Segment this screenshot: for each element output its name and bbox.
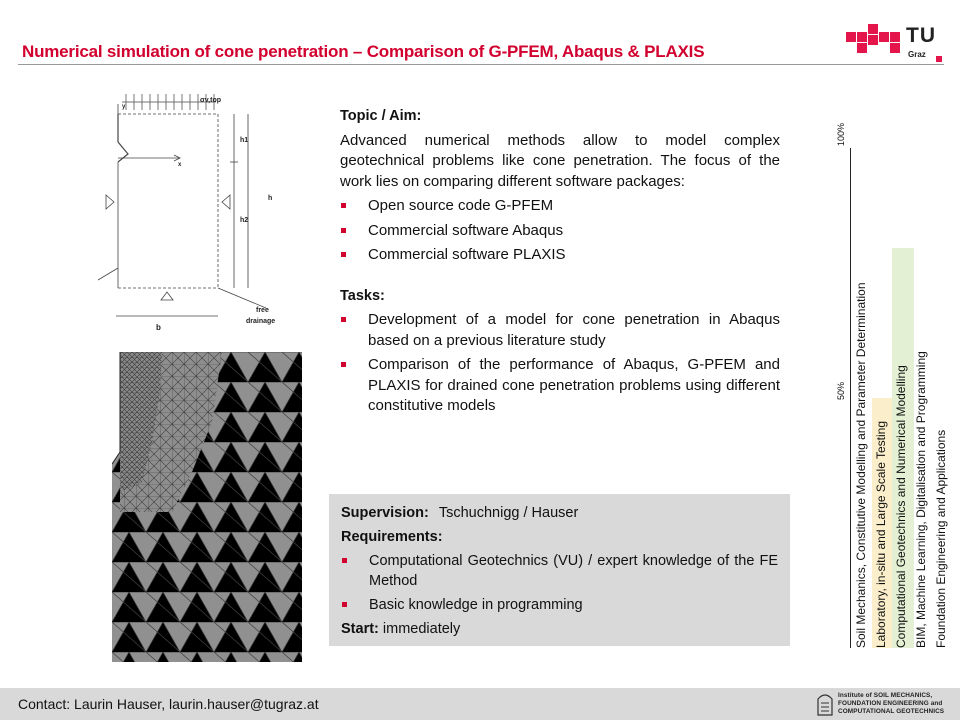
- list-item: Commercial software PLAXIS: [340, 245, 780, 266]
- footer: [0, 688, 960, 720]
- institute-logo: [812, 689, 956, 719]
- tasks-bullet-list: [340, 310, 780, 417]
- list-item: Commercial software Abaqus: [340, 221, 780, 242]
- supervision-box: [329, 494, 790, 646]
- institute-line-3: COMPUTATIONAL GEOTECHNICS: [838, 708, 945, 715]
- list-item: Comparison of the performance of Abaqus, G-PFEM and PLAXIS for drained cone penetration problems using different constitutive models: [340, 355, 780, 417]
- fe-mesh-image: [112, 352, 302, 662]
- institute-line-2: FOUNDATION ENGINEERING and: [838, 700, 943, 707]
- list-item: Open source code G-PFEM: [340, 196, 780, 217]
- scale-mid-label: 50%: [836, 381, 846, 400]
- sigma-label: σv,top: [200, 97, 221, 104]
- requirements-label: Requirements:: [341, 529, 443, 545]
- start-row: [341, 619, 778, 639]
- scale-top-label: 100%: [836, 122, 846, 146]
- model-sketch: [96, 92, 306, 342]
- h2-label: h2: [240, 217, 249, 224]
- list-item: Computational Geotechnics (VU) / expert knowledge of the FE Method: [341, 551, 778, 591]
- category-label: Computational Geotechnics and Numerical Modelling: [894, 365, 908, 648]
- research-area-scale: [834, 112, 950, 650]
- contact-info: Contact: Laurin Hauser, laurin.hauser@tugraz.at: [18, 696, 319, 712]
- institute-emblem-icon: [814, 691, 836, 717]
- category-label: Soil Mechanics, Constitutive Modelling and Parameter Determination: [854, 282, 868, 648]
- h1-label: h1: [240, 137, 249, 144]
- list-item: Development of a model for cone penetration in Abaqus based on a previous literature study: [340, 310, 780, 351]
- title-divider: [18, 64, 944, 65]
- category-label: BIM, Machine Learning, Digitalisation and Programming: [914, 351, 928, 648]
- logo-graz-text: Graz: [908, 50, 926, 59]
- supervision-row: [341, 503, 778, 523]
- free-label: free: [256, 307, 269, 314]
- logo-tu-text: TU: [906, 24, 936, 47]
- tasks-section: [340, 286, 780, 417]
- h-label: h: [268, 195, 273, 202]
- tu-graz-logo: [846, 24, 942, 64]
- category-label: Foundation Engineering and Applications: [934, 429, 948, 648]
- topic-text: Advanced numerical methods allow to model complex geotechnical problems like cone penetration. The focus of the work lies on comparing different software packages:: [340, 131, 780, 190]
- page-title: Numerical simulation of cone penetration – Comparison of G-PFEM, Abaqus & PLAXIS: [22, 42, 705, 61]
- institute-line-1: Institute of SOIL MECHANICS,: [838, 692, 933, 699]
- topic-section: [340, 106, 780, 421]
- topic-bullet-list: [340, 196, 780, 266]
- supervision-label: Supervision:: [341, 505, 429, 521]
- requirements-list: [341, 551, 778, 615]
- start-label: Start:: [341, 621, 379, 637]
- y-axis-label: y: [122, 104, 126, 110]
- supervision-value: Tschuchnigg / Hauser: [438, 505, 579, 521]
- category-label: Laboratory, in-situ and Large Scale Testing: [874, 420, 888, 648]
- topic-heading: Topic / Aim:: [340, 108, 422, 124]
- start-value: immediately: [382, 621, 461, 637]
- x-axis-label: x: [178, 162, 182, 168]
- b-label: b: [156, 323, 161, 332]
- tasks-heading: Tasks:: [340, 287, 385, 304]
- drainage-label: drainage: [246, 318, 276, 325]
- list-item: Basic knowledge in programming: [341, 595, 778, 615]
- scale-axis: [850, 148, 851, 648]
